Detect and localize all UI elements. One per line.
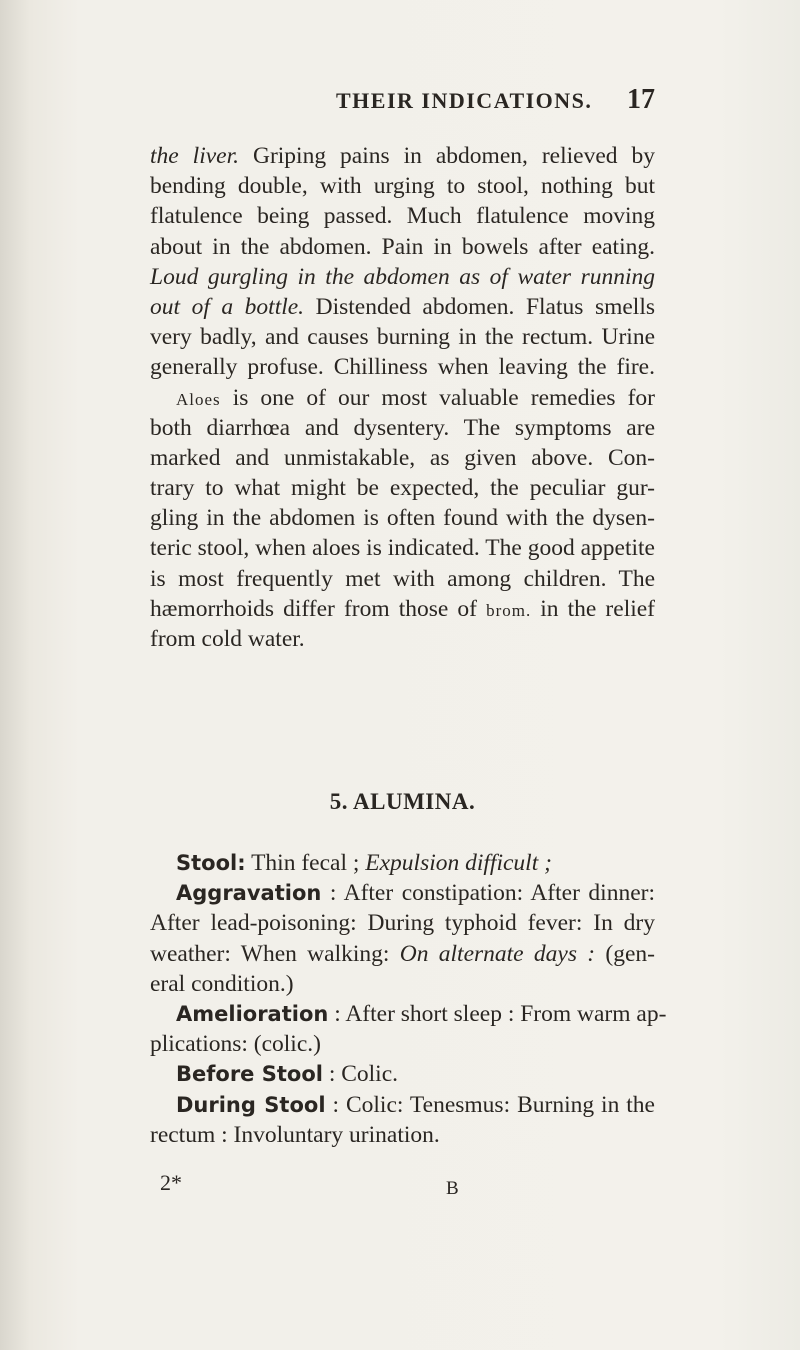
- running-head: THEIR INDICATIONS.: [336, 88, 593, 113]
- text-line: hæmorrhoids differ from those of brom. in the relief: [150, 595, 656, 622]
- text-line: gling in the abdomen is often found with the dysen-: [150, 505, 655, 532]
- text-line: very badly, and causes burning in the rectum. Urine: [150, 324, 655, 351]
- entry-label: Stool:: [176, 851, 246, 875]
- text-line: eral condition.): [150, 970, 294, 997]
- text-line: After lead-poisoning: During typhoid fever: In dry: [150, 910, 655, 937]
- continued-text: [150, 141, 655, 654]
- text-line: from cold water.: [150, 626, 305, 652]
- entry-label: Aggravation: [176, 881, 322, 906]
- text-line: the liver. Griping pains in abdomen, relieved by: [150, 143, 655, 169]
- page-footer: [150, 1170, 655, 1200]
- text-line: both diarrhœa and dysentery. The symptoms are: [150, 414, 655, 441]
- entry-label: Amelioration: [176, 1001, 329, 1026]
- signature-mark: 2*: [160, 1170, 182, 1195]
- text-line: flatulence being passed. Much flatulence moving: [150, 203, 655, 230]
- stool-entry: Stool: Thin fecal ; Expulsion difficult ;: [176, 850, 552, 876]
- aggravation-entry: Aggravation : After constipation: After dinner:: [176, 880, 655, 907]
- text-line: generally profuse. Chilliness when leaving the fire.: [150, 354, 655, 381]
- text-line: trary to what might be expected, the peculiar gur-: [150, 475, 655, 502]
- signature-letter: B: [446, 1178, 459, 1199]
- text-line: is most frequently met with among children. The: [150, 565, 655, 592]
- during-stool-entry: During Stool : Colic: Tenesmus: Burning in the: [176, 1091, 655, 1118]
- text-line: out of a bottle. Distended abdomen. Flatus smells: [150, 293, 656, 320]
- text-line: plications: (colic.): [150, 1031, 321, 1058]
- text-line: marked and unmistakable, as given above. Con-: [150, 444, 655, 471]
- before-stool-entry: Before Stool : Colic.: [176, 1061, 399, 1088]
- amelioration-entry: Amelioration : After short sleep : From warm ap-: [176, 1000, 667, 1027]
- text-line: bending double, with urging to stool, nothing but: [150, 173, 655, 200]
- entry-label: Before Stool: [176, 1062, 323, 1087]
- text-line: Loud gurgling in the abdomen as of water running: [150, 263, 655, 290]
- alumina-section: [150, 848, 667, 1150]
- text-line: Aloes is one of our most valuable remedies for: [176, 384, 655, 411]
- page-number: 17: [627, 84, 655, 115]
- page-header: [150, 84, 655, 120]
- text-line: about in the abdomen. Pain in bowels after eating.: [150, 233, 655, 260]
- text-line: weather: When walking: On alternate days : (gen-: [150, 940, 655, 967]
- remedy-name: Aloes: [176, 389, 221, 409]
- text-line: teric stool, when aloes is indicated. The good appetite: [150, 535, 655, 562]
- text-line: rectum : Involuntary urination.: [150, 1121, 440, 1148]
- remedy-abbreviation: brom.: [486, 600, 532, 620]
- section-heading: 5. ALUMINA.: [329, 789, 476, 814]
- entry-label: During Stool: [176, 1092, 326, 1117]
